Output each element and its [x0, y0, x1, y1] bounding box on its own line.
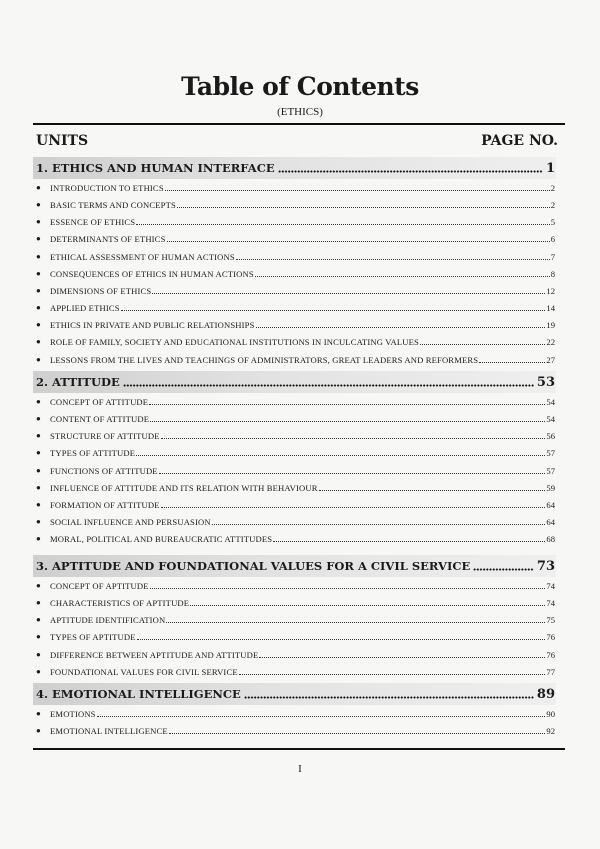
dot-leader — [121, 306, 546, 311]
dot-leader — [278, 162, 543, 174]
toc-item-title: CONTENT OF ATTITUDE — [50, 414, 150, 425]
toc-item-title: INFLUENCE OF ATTITUDE AND ITS RELATION WITH BEHAVIOUR — [50, 482, 318, 493]
toc-item-title: EMOTIONS — [50, 709, 96, 719]
toc-item-title: MORAL, POLITICAL AND BUREAUCRATIC ATTITUDES — [50, 534, 273, 545]
dot-leader — [150, 584, 546, 589]
toc-item-row[interactable] — [36, 266, 555, 280]
toc-item-title: SOCIAL INFLUENCE AND PERSUASION — [50, 517, 211, 528]
unit-title: 4. EMOTIONAL INTELLIGENCE — [36, 687, 241, 701]
bullet-icon: ● — [36, 499, 41, 509]
toc-item-title: CONCEPT OF APTITUDE — [50, 581, 149, 591]
bullet-icon: ● — [36, 649, 41, 659]
toc-item-title: FORMATION OF ATTITUDE — [50, 499, 160, 510]
toc-item-page-number: 76 — [546, 649, 555, 660]
bullet-icon: ● — [36, 320, 41, 330]
header-divider — [33, 123, 565, 125]
dot-leader — [159, 469, 546, 474]
toc-item-page-number: 64 — [546, 499, 555, 510]
bullet-icon: ● — [36, 268, 41, 278]
toc-item-title: LESSONS FROM THE LIVES AND TEACHINGS OF ADMINISTRATORS, GREAT LEADERS AND REFORMERS — [50, 354, 479, 365]
toc-item-row[interactable] — [36, 428, 555, 442]
toc-item-title: DIFFERENCE BETWEEN APTITUDE AND ATTITUDE — [50, 649, 259, 660]
dot-leader — [169, 729, 546, 734]
toc-item-page-number: 57 — [546, 448, 555, 459]
bullet-icon: ● — [36, 632, 41, 642]
toc-item-page-number: 64 — [546, 517, 555, 528]
toc-item-title: DETERMINANTS OF ETHICS — [50, 234, 166, 245]
toc-item-row[interactable] — [36, 214, 555, 228]
unit-title: 3. APTITUDE AND FOUNDATIONAL VALUES FOR A CIVIL SERVICE — [36, 559, 471, 573]
toc-item-row[interactable] — [36, 445, 555, 459]
dot-leader — [255, 272, 550, 277]
toc-item-row[interactable] — [36, 612, 555, 626]
toc-item-title: FOUNDATIONAL VALUES FOR CIVIL SERVICE — [50, 666, 238, 677]
dot-leader — [167, 237, 550, 242]
toc-item-row[interactable] — [36, 723, 555, 737]
bullet-icon: ● — [36, 448, 41, 458]
page-subtitle: (ETHICS) — [277, 106, 323, 118]
toc-item-row[interactable] — [36, 629, 555, 643]
bullet-icon: ● — [36, 534, 41, 544]
unit-title: 1. ETHICS AND HUMAN INTERFACE — [36, 161, 275, 175]
dot-leader — [190, 601, 545, 606]
unit-page-number: 73 — [536, 558, 555, 574]
toc-item-row[interactable] — [36, 352, 555, 366]
toc-item-page-number: 74 — [546, 581, 555, 591]
toc-item-title: CHARACTERISTICS OF APTITUDE — [50, 598, 190, 609]
toc-item-page-number: 2 — [550, 200, 555, 211]
bullet-icon: ● — [36, 517, 41, 527]
toc-item-row[interactable] — [36, 411, 555, 425]
toc-item-page-number: 74 — [546, 598, 555, 609]
bullet-icon: ● — [36, 666, 41, 676]
dot-leader — [236, 255, 550, 260]
unit-title: 2. ATTITUDE — [36, 375, 120, 389]
unit-page-number: 53 — [536, 374, 555, 390]
dot-leader — [244, 688, 534, 700]
toc-item-page-number: 6 — [550, 234, 555, 245]
toc-item-page-number: 92 — [546, 726, 555, 737]
bullet-icon: ● — [36, 234, 41, 244]
dot-leader — [473, 560, 534, 572]
toc-item-row[interactable] — [36, 531, 555, 545]
dot-leader — [273, 537, 545, 542]
toc-item-title: ETHICAL ASSESSMENT OF HUMAN ACTIONS — [50, 251, 235, 262]
unit-heading-row[interactable] — [36, 683, 555, 705]
bullet-icon: ● — [36, 354, 41, 364]
toc-item-title: ESSENCE OF ETHICS — [50, 217, 136, 228]
toc-item-row[interactable] — [36, 578, 555, 592]
unit-heading-row[interactable] — [36, 157, 555, 179]
bullet-icon: ● — [36, 337, 41, 347]
toc-item-row[interactable] — [36, 317, 555, 331]
bullet-icon: ● — [36, 581, 41, 590]
toc-item-title: EMOTIONAL INTELLIGENCE — [50, 726, 168, 737]
toc-item-row[interactable] — [36, 664, 555, 678]
toc-item-page-number: 54 — [546, 397, 555, 407]
toc-item-page-number: 22 — [546, 337, 555, 348]
toc-item-page-number: 90 — [546, 709, 555, 719]
dot-leader — [177, 203, 550, 208]
toc-item-page-number: 12 — [546, 285, 555, 296]
toc-item-row[interactable] — [36, 394, 555, 408]
dot-leader — [212, 520, 546, 525]
toc-item-title: TYPES OF ATTITUDE — [50, 448, 136, 459]
dot-leader — [161, 503, 546, 508]
bullet-icon: ● — [36, 482, 41, 492]
toc-item-page-number: 76 — [546, 632, 555, 643]
toc-item-row[interactable] — [36, 180, 555, 194]
dot-leader — [259, 653, 545, 658]
toc-item-page-number: 68 — [546, 534, 555, 545]
toc-item-title: INTRODUCTION TO ETHICS — [50, 183, 164, 193]
unit-heading-row[interactable] — [36, 371, 555, 393]
units-column-header: UNITS — [36, 133, 89, 149]
dot-leader — [256, 323, 546, 328]
dot-leader — [137, 635, 546, 640]
toc-item-page-number: 59 — [546, 482, 555, 493]
unit-page-number: 89 — [536, 686, 555, 702]
toc-item-title: CONCEPT OF ATTITUDE — [50, 397, 149, 407]
toc-item-title: BASIC TERMS AND CONCEPTS — [50, 200, 176, 211]
bullet-icon: ● — [36, 217, 41, 227]
dot-leader — [166, 618, 545, 623]
toc-item-page-number: 54 — [546, 414, 555, 425]
toc-item-title: CONSEQUENCES OF ETHICS IN HUMAN ACTIONS — [50, 268, 254, 279]
dot-leader — [149, 400, 545, 405]
dot-leader — [136, 220, 550, 225]
toc-item-row[interactable] — [36, 497, 555, 511]
dot-leader — [152, 289, 545, 294]
toc-item-row[interactable] — [36, 706, 555, 720]
bullet-icon: ● — [36, 414, 41, 424]
toc-item-row[interactable] — [36, 197, 555, 211]
bullet-icon: ● — [36, 397, 41, 406]
toc-item-row[interactable] — [36, 334, 555, 348]
dot-leader — [161, 434, 546, 439]
toc-item-title: ROLE OF FAMILY, SOCIETY AND EDUCATIONAL INSTITUTIONS IN INCULCATING VALUES — [50, 337, 419, 348]
bullet-icon: ● — [36, 200, 41, 210]
unit-page-number: 1 — [545, 160, 555, 176]
toc-item-page-number: 5 — [550, 217, 555, 228]
bullet-icon: ● — [36, 183, 41, 192]
footer-page-number: I — [298, 763, 302, 775]
dot-leader — [97, 712, 546, 717]
bullet-icon: ● — [36, 251, 41, 261]
toc-item-row[interactable] — [36, 647, 555, 661]
toc-item-row[interactable] — [36, 283, 555, 297]
toc-item-page-number: 56 — [546, 431, 555, 442]
toc-item-page-number: 8 — [550, 268, 555, 279]
toc-item-title: FUNCTIONS OF ATTITUDE — [50, 465, 158, 476]
bullet-icon: ● — [36, 431, 41, 441]
dot-leader — [150, 417, 545, 422]
toc-item-title: APTITUDE IDENTIFICATION — [50, 615, 166, 626]
toc-item-page-number: 57 — [546, 465, 555, 476]
bullet-icon: ● — [36, 285, 41, 295]
toc-item-row[interactable] — [36, 480, 555, 494]
toc-item-title: APPLIED ETHICS — [50, 303, 120, 314]
toc-item-row[interactable] — [36, 300, 555, 314]
bullet-icon: ● — [36, 465, 41, 475]
page-no-column-header: PAGE NO. — [481, 133, 558, 149]
bullet-icon: ● — [36, 709, 41, 718]
dot-leader — [319, 486, 546, 491]
toc-item-row[interactable] — [36, 514, 555, 528]
page-title: Table of Contents — [181, 72, 419, 101]
toc-item-title: STRUCTURE OF ATTITUDE — [50, 431, 160, 442]
toc-item-title: TYPES OF APTITUDE — [50, 632, 136, 643]
toc-item-page-number: 7 — [550, 251, 555, 262]
bullet-icon: ● — [36, 598, 41, 608]
toc-item-row[interactable] — [36, 463, 555, 477]
dot-leader — [239, 670, 546, 675]
toc-item-page-number: 2 — [550, 183, 555, 193]
footer-divider — [33, 748, 565, 750]
dot-leader — [136, 451, 545, 456]
bullet-icon: ● — [36, 303, 41, 313]
toc-item-page-number: 75 — [546, 615, 555, 626]
dot-leader — [123, 376, 534, 388]
dot-leader — [165, 186, 550, 191]
toc-item-title: ETHICS IN PRIVATE AND PUBLIC RELATIONSHIPS — [50, 320, 255, 331]
unit-heading-row[interactable] — [36, 555, 555, 577]
toc-item-row[interactable] — [36, 231, 555, 245]
toc-item-page-number: 19 — [546, 320, 555, 331]
toc-item-row[interactable] — [36, 249, 555, 263]
bullet-icon: ● — [36, 615, 41, 625]
bullet-icon: ● — [36, 726, 41, 736]
toc-item-page-number: 14 — [546, 303, 555, 314]
toc-item-page-number: 27 — [546, 354, 555, 365]
toc-item-title: DIMENSIONS OF ETHICS — [50, 285, 152, 296]
toc-item-row[interactable] — [36, 595, 555, 609]
dot-leader — [479, 358, 545, 363]
toc-item-page-number: 77 — [546, 666, 555, 677]
dot-leader — [420, 340, 545, 345]
